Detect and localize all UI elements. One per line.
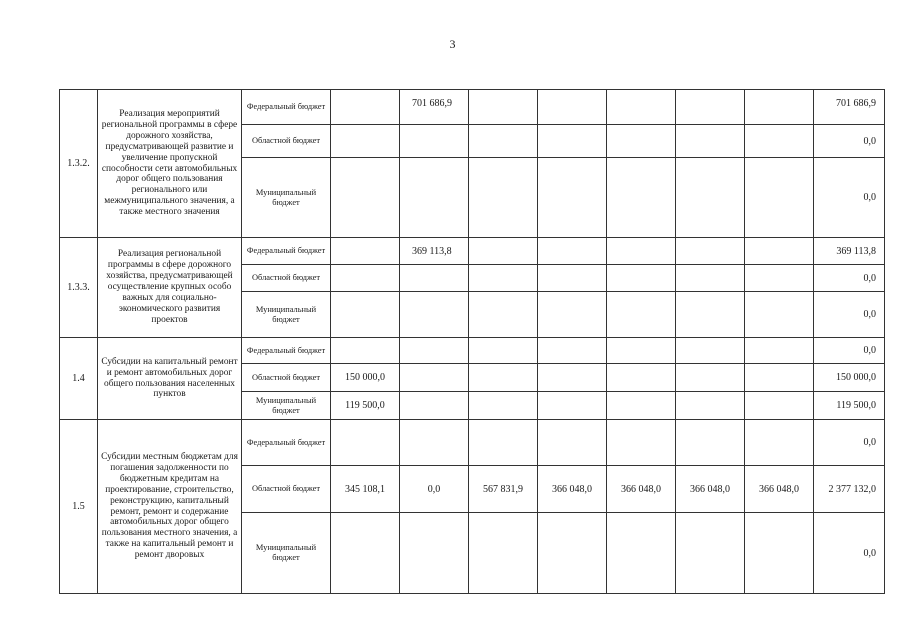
row-code: 1.4 (60, 338, 98, 420)
value-cell (607, 513, 676, 594)
value-cell (745, 392, 814, 420)
value-cell (331, 238, 400, 265)
value-cell (400, 158, 469, 238)
table-row (60, 238, 885, 265)
value-cell (469, 364, 538, 392)
value-cell (607, 292, 676, 338)
funding-source: Областной бюджет (242, 364, 331, 392)
value-cell (745, 420, 814, 466)
value-cell: 345 108,1 (331, 466, 400, 513)
value-cell (745, 158, 814, 238)
total-cell: 0,0 (814, 265, 885, 292)
value-cell (400, 364, 469, 392)
value-cell (538, 420, 607, 466)
value-cell (469, 125, 538, 158)
total-cell: 0,0 (814, 338, 885, 364)
value-cell (607, 125, 676, 158)
row-description: Субсидии на капитальный ремонт и ремонт автомобильных дорог общего пользования населенных пунктов (98, 338, 242, 420)
value-cell: 369 113,8 (400, 238, 469, 265)
row-code: 1.3.2. (60, 90, 98, 238)
value-cell (400, 125, 469, 158)
value-cell (745, 364, 814, 392)
value-cell (538, 364, 607, 392)
value-cell (331, 513, 400, 594)
total-cell: 0,0 (814, 125, 885, 158)
value-cell: 150 000,0 (331, 364, 400, 392)
value-cell: 0,0 (400, 466, 469, 513)
funding-source: Муниципальный бюджет (242, 292, 331, 338)
value-cell (607, 392, 676, 420)
value-cell (607, 338, 676, 364)
funding-source: Федеральный бюджет (242, 238, 331, 265)
total-cell: 0,0 (814, 158, 885, 238)
value-cell (469, 292, 538, 338)
value-cell (400, 392, 469, 420)
total-cell: 0,0 (814, 292, 885, 338)
value-cell (469, 513, 538, 594)
value-cell (607, 364, 676, 392)
value-cell (400, 338, 469, 364)
total-cell: 0,0 (814, 420, 885, 466)
table-row (60, 420, 885, 466)
value-cell (745, 125, 814, 158)
value-cell (469, 158, 538, 238)
value-cell (538, 265, 607, 292)
value-cell: 119 500,0 (331, 392, 400, 420)
funding-source: Областной бюджет (242, 125, 331, 158)
value-cell (469, 420, 538, 466)
value-cell (400, 265, 469, 292)
total-cell: 150 000,0 (814, 364, 885, 392)
value-cell (676, 292, 745, 338)
value-cell (469, 238, 538, 265)
value-cell (607, 265, 676, 292)
row-description: Реализация мероприятий региональной программы в сфере дорожного хозяйства, предусматривающей развитие и увеличение пропускной способности сети автомобильных дорог общего пользования регионального или межмуниципального значения, а также местного значения (98, 90, 242, 238)
value-cell (331, 420, 400, 466)
funding-source: Муниципальный бюджет (242, 158, 331, 238)
value-cell (538, 158, 607, 238)
value-cell (469, 392, 538, 420)
row-code: 1.5 (60, 420, 98, 594)
value-cell (538, 513, 607, 594)
value-cell (745, 292, 814, 338)
value-cell: 366 048,0 (607, 466, 676, 513)
page-number: 3 (449, 37, 456, 51)
value-cell: 701 686,9 (400, 90, 469, 125)
value-cell (469, 338, 538, 364)
value-cell (676, 125, 745, 158)
value-cell (538, 90, 607, 125)
budget-table (59, 89, 885, 594)
value-cell (676, 513, 745, 594)
value-cell: 366 048,0 (745, 466, 814, 513)
value-cell (538, 392, 607, 420)
value-cell (400, 292, 469, 338)
value-cell: 366 048,0 (676, 466, 745, 513)
value-cell (331, 338, 400, 364)
value-cell (400, 420, 469, 466)
value-cell (331, 292, 400, 338)
total-cell: 369 113,8 (814, 238, 885, 265)
funding-source: Областной бюджет (242, 265, 331, 292)
funding-source: Федеральный бюджет (242, 90, 331, 125)
row-code: 1.3.3. (60, 238, 98, 338)
funding-source: Муниципальный бюджет (242, 392, 331, 420)
value-cell (469, 90, 538, 125)
value-cell (331, 158, 400, 238)
table-row (60, 90, 885, 125)
value-cell (676, 364, 745, 392)
total-cell: 0,0 (814, 513, 885, 594)
value-cell (538, 125, 607, 158)
value-cell (607, 420, 676, 466)
funding-source: Областной бюджет (242, 466, 331, 513)
value-cell (676, 238, 745, 265)
value-cell (538, 238, 607, 265)
value-cell (607, 238, 676, 265)
value-cell (331, 265, 400, 292)
value-cell (469, 265, 538, 292)
funding-source: Федеральный бюджет (242, 420, 331, 466)
row-description: Субсидии местным бюджетам для погашения задолженности по бюджетным кредитам на проектирование, строительство, реконструкцию, капитальный ремонт, ремонт и содержание автомобильных дорог общего пользования местного значения, а также на капитальный ремонт и ремонт дворовых (98, 420, 242, 594)
value-cell (676, 420, 745, 466)
value-cell (745, 513, 814, 594)
total-cell: 119 500,0 (814, 392, 885, 420)
value-cell (607, 90, 676, 125)
value-cell (400, 513, 469, 594)
value-cell (538, 292, 607, 338)
value-cell: 366 048,0 (538, 466, 607, 513)
total-cell: 2 377 132,0 (814, 466, 885, 513)
value-cell (745, 338, 814, 364)
value-cell (676, 392, 745, 420)
funding-source: Федеральный бюджет (242, 338, 331, 364)
value-cell (745, 265, 814, 292)
value-cell (331, 90, 400, 125)
table-row (60, 338, 885, 364)
value-cell (676, 265, 745, 292)
value-cell: 567 831,9 (469, 466, 538, 513)
value-cell (331, 125, 400, 158)
row-description: Реализация региональной программы в сфере дорожного хозяйства, предусматривающей осуществление крупных особо важных для социально-экономического развития проектов (98, 238, 242, 338)
value-cell (607, 158, 676, 238)
value-cell (745, 90, 814, 125)
total-cell: 701 686,9 (814, 90, 885, 125)
value-cell (538, 338, 607, 364)
funding-source: Муниципальный бюджет (242, 513, 331, 594)
value-cell (676, 90, 745, 125)
value-cell (676, 158, 745, 238)
value-cell (676, 338, 745, 364)
value-cell (745, 238, 814, 265)
